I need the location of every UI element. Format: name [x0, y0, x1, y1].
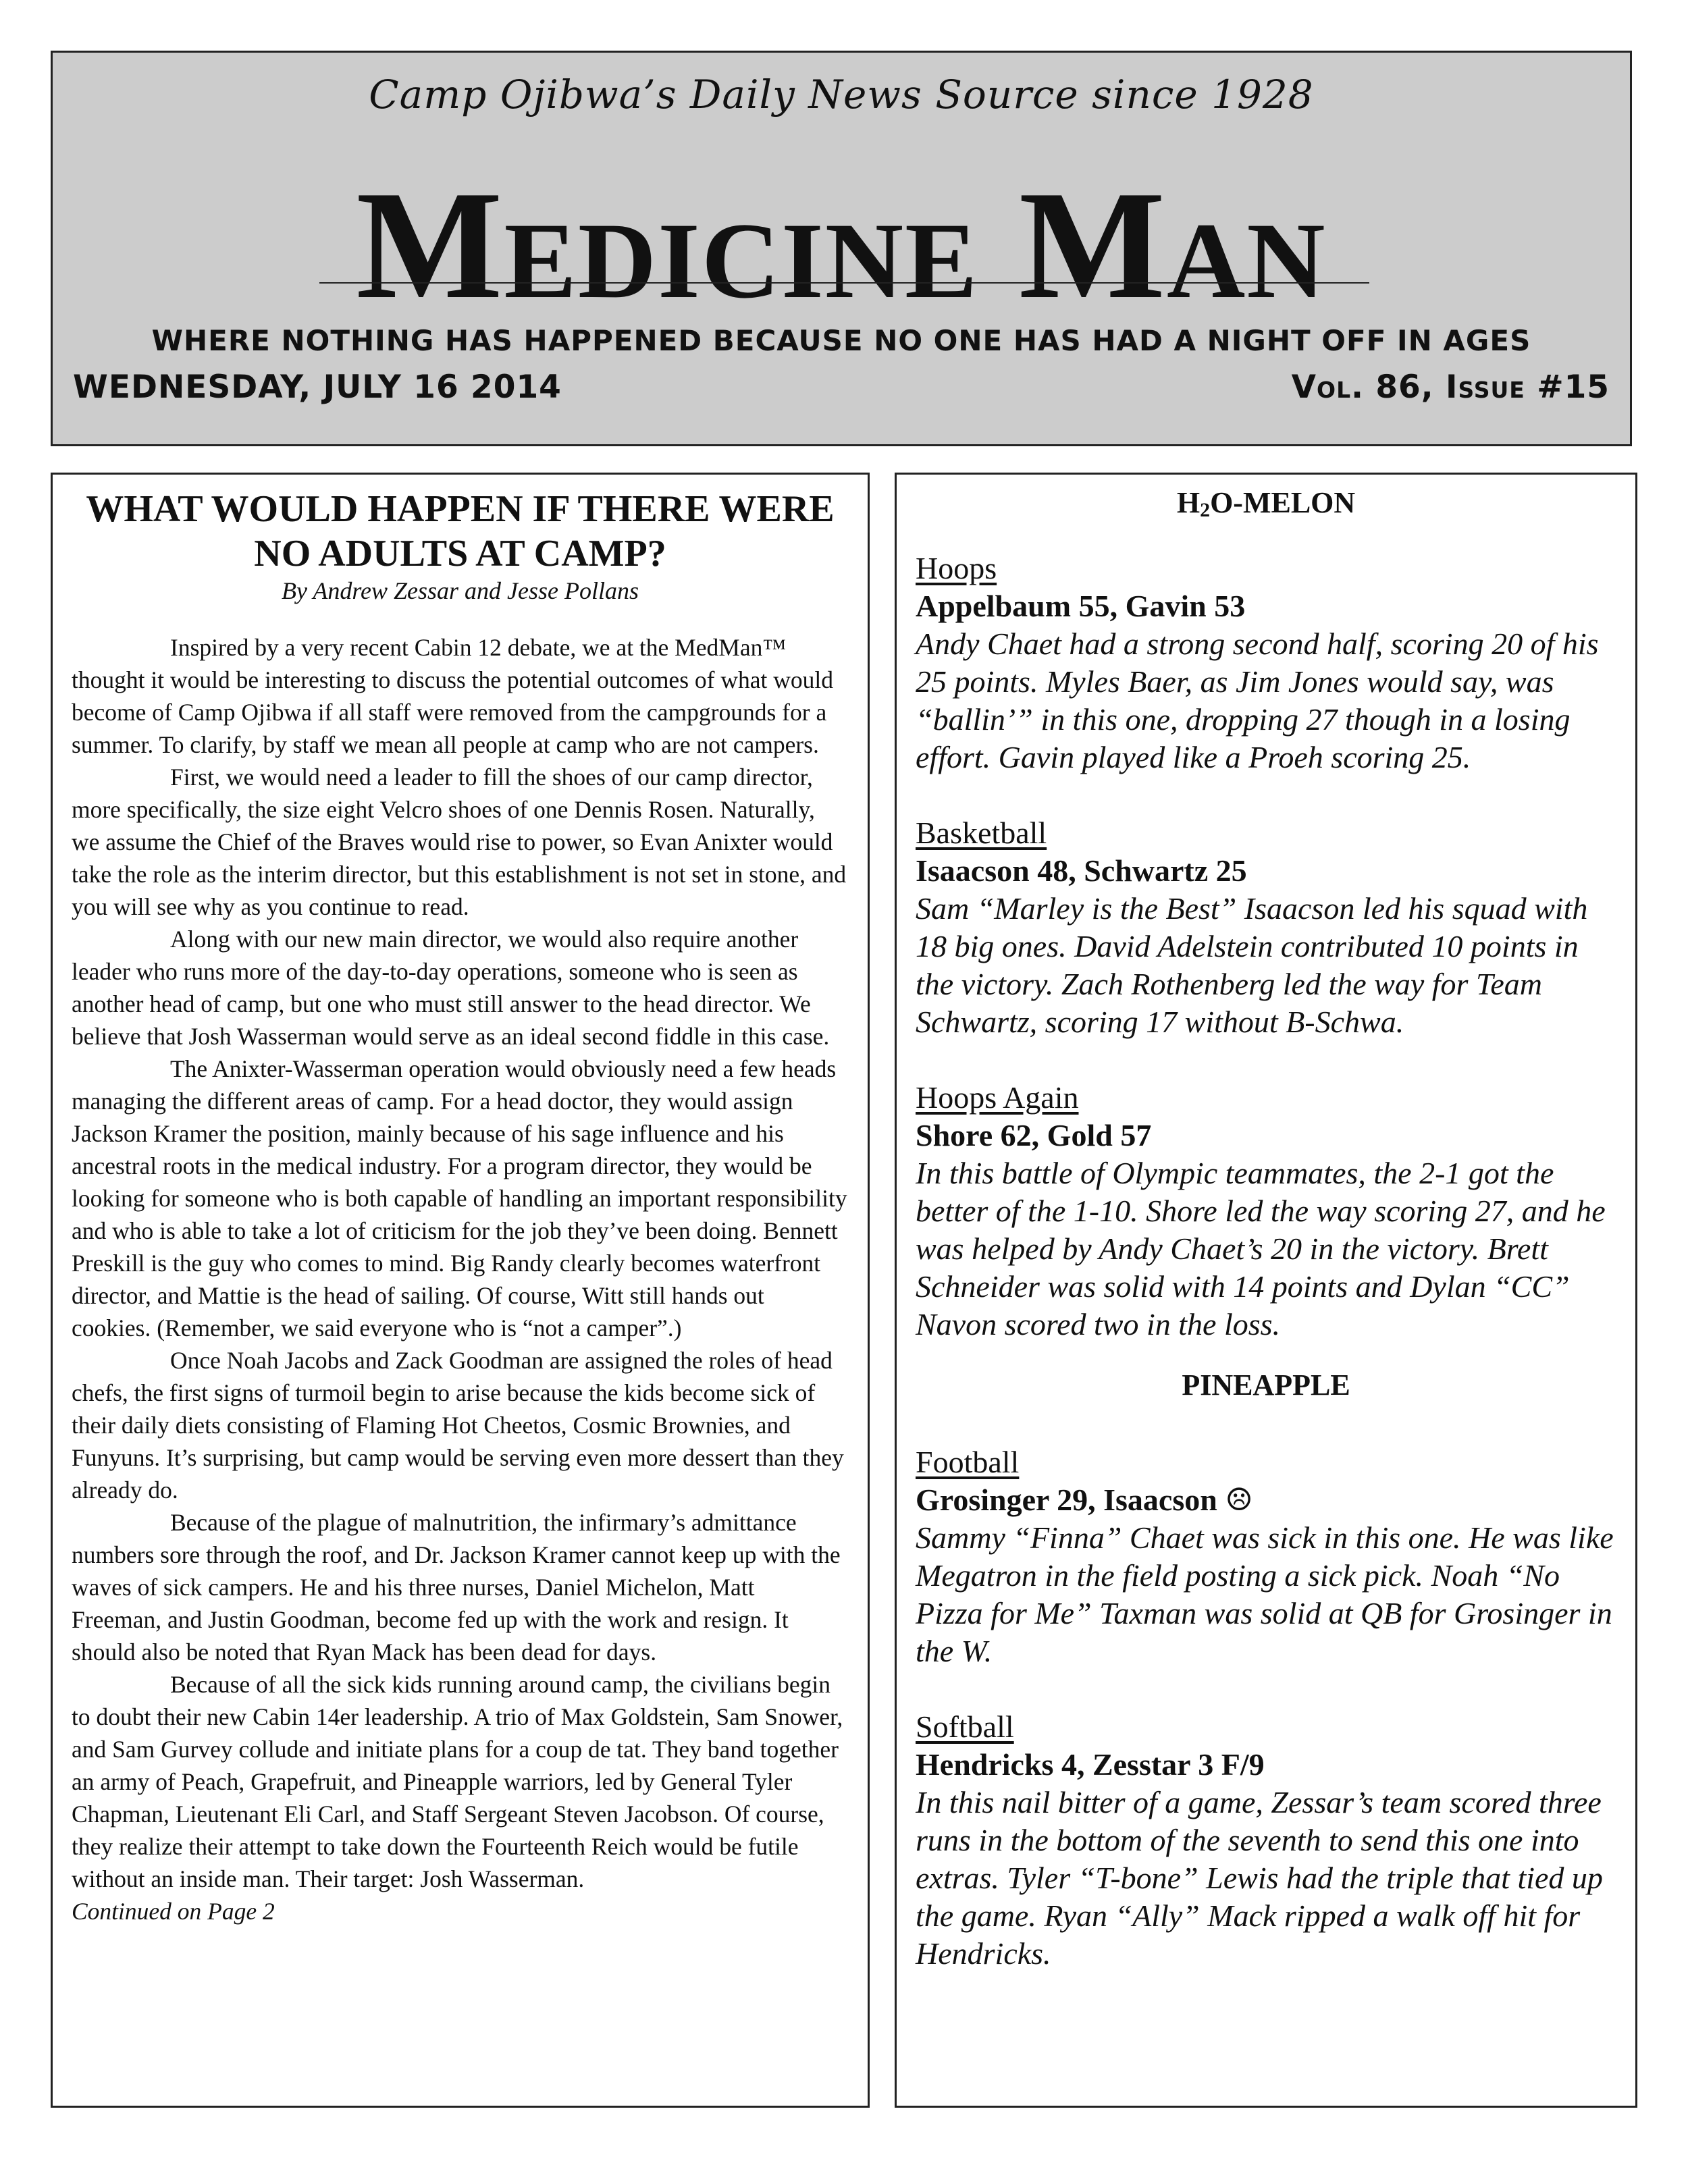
game-sport: Hoops: [916, 551, 997, 585]
article-paragraph: The Anixter-Wasserman operation would obviously need a few heads managing the different areas of camp. For a head doctor, they would assign Jackson Kramer the position, mainly because of his sage influence and his ancestral roots in the medical industry. For a program director, they would be looking for someone who is both capable of handling an important responsibility and who is able to take a lot of criticism for the job they’ve been doing. Bennett Preskill is the guy who comes to mind. Big Randy clearly becomes waterfront director, and Mattie is the head of sailing. Of course, Witt still hands out cookies. (Remember, we said everyone who is “not a camper”.): [72, 1055, 847, 1341]
scores-column: [895, 473, 1637, 2108]
article-paragraph: Inspired by a very recent Cabin 12 debate, we at the MedMan™ thought it would be interesting to discuss the potential outcomes of what would become of Camp Ojibwa if all staff were removed from the campgrounds for a summer. To clarify, by staff we mean all people at camp who are not campers.: [72, 634, 833, 758]
article-body: [72, 631, 849, 1895]
game-recap: Sammy “Finna” Chaet was sick in this one. He was like Megatron in the field posting a sick pick. Noah “No Pizza for Me” Taxman was solid at QB for Grosinger in the W.: [916, 1520, 1614, 1668]
issue-date: WEDNESDAY, JULY 16 2014: [73, 369, 562, 406]
pineapple-heading: PINEAPPLE: [1182, 1368, 1350, 1402]
game-sport: Basketball: [916, 816, 1047, 850]
game-score: Grosinger 29, Isaacson ☹: [916, 1483, 1253, 1517]
game-report: [916, 1443, 1616, 1670]
article-column: [51, 473, 870, 2108]
continued-on-link[interactable]: Continued on Page 2: [72, 1898, 275, 1925]
newspaper-title: Medicine Man: [356, 159, 1327, 331]
article-paragraph: Because of the plague of malnutrition, the infirmary’s admittance numbers sore through the roof, and Dr. Jackson Kramer cannot keep up with the waves of sick campers. He and his three nurses, Daniel Michelon, Matt Freeman, and Justin Goodman, become fed up with the work and resign. It should also be noted that Ryan Mack has been dead for days.: [72, 1509, 841, 1666]
h2o-suffix: O-MELON: [1210, 486, 1356, 519]
article-paragraph: Once Noah Jacobs and Zack Goodman are assigned the roles of head chefs, the first signs of turmoil begin to arise because the kids become sick of their daily diets consisting of Flaming Hot Cheetos, Cosmic Brownies, and Funyuns. It’s surprising, but camp would be serving even more dessert than they already do.: [72, 1347, 844, 1503]
volume-issue: Vol. 86, Issue #15: [1291, 369, 1610, 406]
game-recap: In this nail bitter of a game, Zessar’s team scored three runs in the bottom of the seventh to send this one into extras. Tyler “T-bone” Lewis had the triple that tied up the game. Ryan “Ally” Mack ripped a walk off hit for Hendricks.: [916, 1785, 1603, 1971]
game-recap: Andy Chaet had a strong second half, scoring 20 of his 25 points. Myles Baer, as Jim Jones would say, was “ballin’” in this one, dropping 27 though in a losing effort. Gavin played like a Proeh scoring 25.: [916, 627, 1599, 774]
article-title: WHAT WOULD HAPPEN IF THERE WERE NO ADULTS AT CAMP?: [86, 488, 835, 575]
article-byline: By Andrew Zessar and Jesse Pollans: [282, 577, 639, 604]
game-score: Hendricks 4, Zesstar 3 F/9: [916, 1747, 1265, 1782]
game-report: [916, 1079, 1616, 1343]
game-sport: Softball: [916, 1709, 1014, 1744]
game-report: [916, 814, 1616, 1041]
masthead-subtitle: WHERE NOTHING HAS HAPPENED BECAUSE NO ONE HAS HAD A NIGHT OFF IN AGES: [151, 324, 1531, 357]
game-score: Shore 62, Gold 57: [916, 1118, 1152, 1152]
game-report: [916, 550, 1616, 776]
article-paragraph: Because of all the sick kids running around camp, the civilians begin to doubt their new Cabin 14er leadership. A trio of Max Goldstein, Sam Snower, and Sam Gurvey collude and initiate plans for a coup de tat. They band together an army of Peach, Grapefruit, and Pineapple warriors, led by General Tyler Chapman, Lieutenant Eli Carl, and Staff Sergeant Steven Jacobson. Of course, they realize their attempt to take down the Fourteenth Reich would be futile without an inside man. Their target: Josh Wasserman.: [72, 1671, 843, 1892]
article-paragraph: Along with our new main director, we would also require another leader who runs more of the day-to-day operations, someone who is seen as another head of camp, but one who must still answer to the head director. We believe that Josh Wasserman would serve as an ideal second fiddle in this case.: [72, 926, 830, 1050]
game-recap: In this battle of Olympic teammates, the 2-1 got the better of the 1-10. Shore led the way scoring 27, and he was helped by Andy Chaet’s 20 in the victory. Brett Schneider was solid with 14 points and Dylan “CC” Navon scored two in the loss.: [916, 1156, 1606, 1341]
game-score: Appelbaum 55, Gavin 53: [916, 589, 1246, 623]
masthead: [51, 51, 1632, 446]
game-score: Isaacson 48, Schwartz 25: [916, 853, 1247, 888]
h2o-melon-heading: [916, 484, 1616, 529]
game-sport: Hoops Again: [916, 1080, 1079, 1115]
game-recap: Sam “Marley is the Best” Isaacson led his squad with 18 big ones. David Adelstein contributed 10 points in the victory. Zach Rothenberg led the way for Team Schwartz, scoring 17 without B-Schwa.: [916, 891, 1588, 1039]
masthead-tagline: Camp Ojibwa’s Daily News Source since 1928: [369, 72, 1314, 117]
article-paragraph: First, we would need a leader to fill the shoes of our camp director, more specifically, the size eight Velcro shoes of one Dennis Rosen. Naturally, we assume the Chief of the Braves would rise to power, so Evan Anixter would take the role as the interim director, but this establishment is not set in stone, and you will see why as you continue to read.: [72, 764, 847, 920]
title-underline-divider: [319, 282, 1369, 284]
game-sport: Football: [916, 1445, 1020, 1479]
h2o-subscript: 2: [1200, 499, 1211, 521]
h2o-prefix: H: [1176, 486, 1201, 519]
game-report: [916, 1708, 1616, 1973]
